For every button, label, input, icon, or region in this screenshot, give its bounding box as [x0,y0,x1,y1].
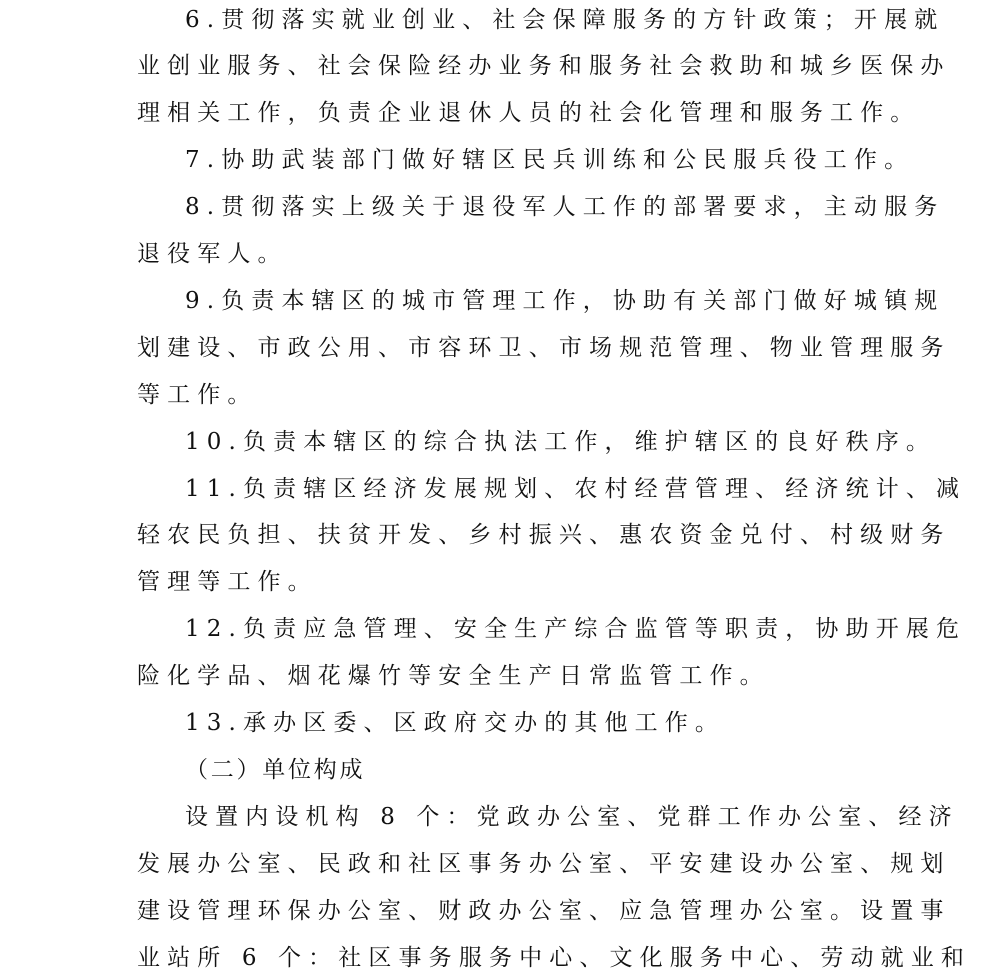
item-6-line-3: 理相关工作，负责企业退休人员的社会化管理和服务工作。 [137,100,921,126]
item-11-line-3: 管理等工作。 [137,569,318,595]
composition-line-3: 建设管理环保办公室、财政办公室、应急管理办公室。设置事 [137,898,951,924]
item-7-line-1: 7.协助武装部门做好辖区民兵训练和公民服兵役工作。 [185,147,915,173]
item-6-line-1: 6.贯彻落实就业创业、社会保障服务的方针政策；开展就 [185,7,945,33]
composition-line-2: 发展办公室、民政和社区事务办公室、平安建设办公室、规划 [137,851,951,877]
item-9-line-1: 9.负责本辖区的城市管理工作，协助有关部门做好城镇规 [185,288,945,314]
item-13-line-1: 13.承办区委、区政府交办的其他工作。 [185,710,726,736]
item-11-line-1: 11.负责辖区经济发展规划、农村经营管理、经济统计、减 [185,476,967,502]
item-8-line-2: 退役军人。 [137,241,288,267]
item-12-line-2: 险化学品、烟花爆竹等安全生产日常监管工作。 [137,663,770,689]
item-12-line-1: 12.负责应急管理、安全生产综合监管等职责，协助开展危 [185,616,967,642]
item-9-line-2: 划建设、市政公用、市容环卫、市场规范管理、物业管理服务 [137,335,951,361]
item-11-line-2: 轻农民负担、扶贫开发、乡村振兴、惠农资金兑付、村级财务 [137,522,951,548]
item-10-line-1: 10.负责本辖区的综合执法工作，维护辖区的良好秩序。 [185,429,936,455]
section-heading: （二）单位构成 [185,757,366,783]
item-6-line-2: 业创业服务、社会保险经办业务和服务社会救助和城乡医保办 [137,53,951,79]
composition-line-1: 设置内设机构 8 个：党政办公室、党群工作办公室、经济 [185,804,959,830]
item-8-line-1: 8.贯彻落实上级关于退役军人工作的部署要求，主动服务 [185,194,945,220]
item-9-line-3: 等工作。 [137,382,258,408]
composition-line-4: 业站所 6 个：社区事务服务中心、文化服务中心、劳动就业和 [137,945,972,971]
